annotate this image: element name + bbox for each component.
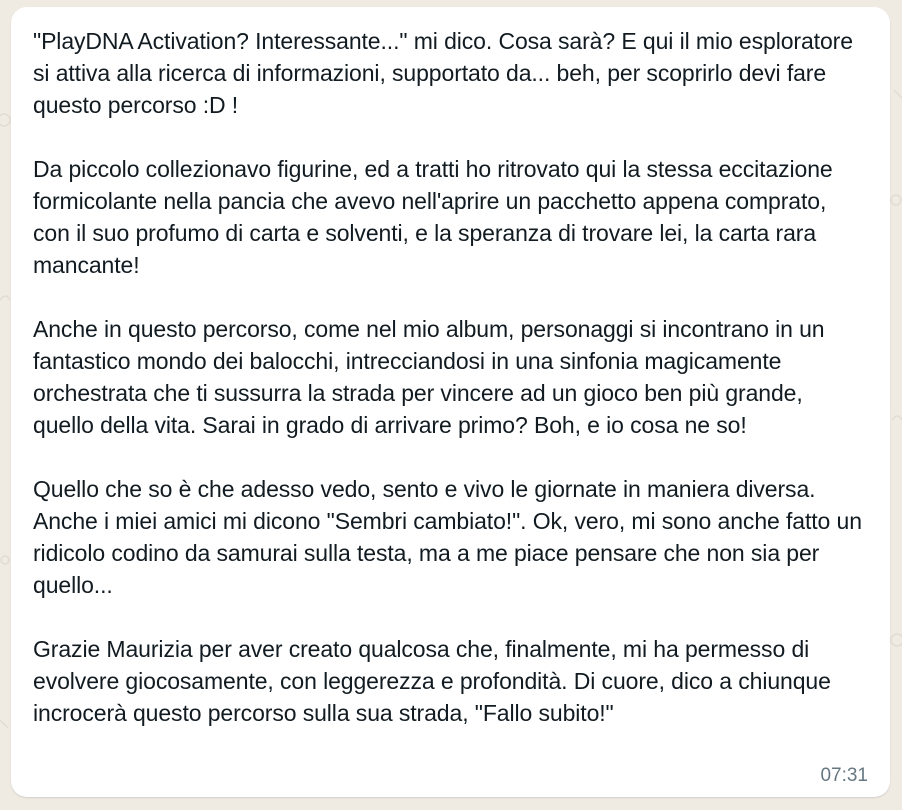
paragraph-spacer — [33, 441, 868, 473]
paragraph-spacer — [33, 281, 868, 313]
message-paragraph-3: Anche in questo percorso, come nel mio album, personaggi si incontrano in un fantastico mondo dei balocchi, intrecciandosi in una sinfonia magicamente orchestrata che ti sussurra la strada per vincere ad un gioco ben più grande, quello della vita. Sarai in grado di arrivare primo? Boh, e io cosa ne so! — [33, 316, 825, 438]
message-paragraph-2: Da piccolo collezionavo figurine, ed a tratti ho ritrovato qui la stessa eccitazione formicolante nella pancia che avevo nell'aprire un pacchetto appena comprato, con il suo profumo di carta e solventi, e la speranza di trovare lei, la carta rara mancante! — [33, 156, 833, 278]
message-timestamp: 07:31 — [820, 765, 868, 786]
paragraph-spacer — [33, 121, 868, 153]
paragraph-spacer — [33, 601, 868, 633]
message-bubble[interactable] — [11, 7, 890, 797]
message-paragraph-5: Grazie Maurizia per aver creato qualcosa che, finalmente, mi ha permesso di evolvere giocosamente, con leggerezza e profondità. Di cuore, dico a chiunque incrocerà questo percorso sulla sua strada, "Fallo subito!" — [33, 636, 831, 726]
message-paragraph-1: "PlayDNA Activation? Interessante..." mi dico. Cosa sarà? E qui il mio esploratore si attiva alla ricerca di informazioni, supportato da... beh, per scoprirlo devi fare questo percorso :D ! — [33, 28, 853, 118]
message-paragraph-4: Quello che so è che adesso vedo, sento e vivo le giornate in maniera diversa. Anche i miei amici mi dicono "Sembri cambiato!". Ok, vero, mi sono anche fatto un ridicolo codino da samurai sulla testa, ma a me piace pensare che non sia per quello... — [33, 476, 862, 598]
